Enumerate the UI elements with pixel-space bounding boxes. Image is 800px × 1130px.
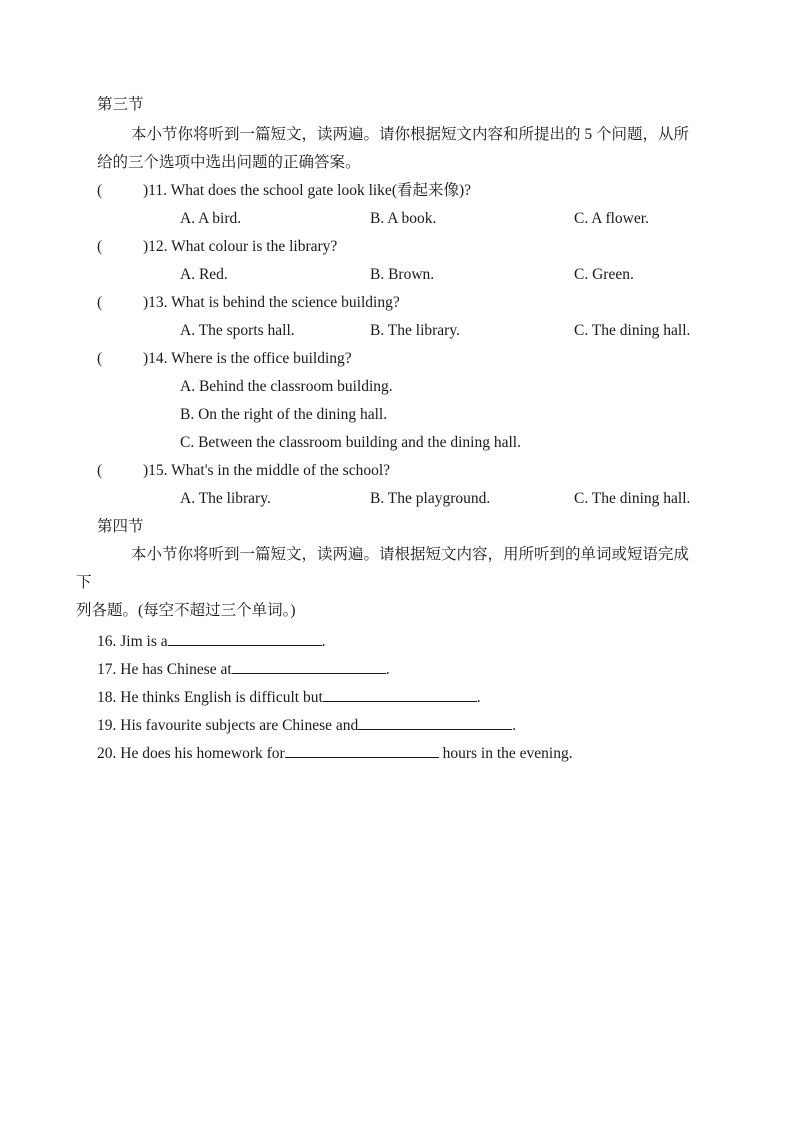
question-12: ( )12. What colour is the library? (97, 238, 338, 255)
option-14a: A. Behind the classroom building. (180, 378, 393, 395)
option-13b: B. The library. (370, 322, 460, 339)
answer-blank[interactable] (285, 742, 439, 758)
fill-item-20: 20. He does his homework for hours in the evening. (97, 742, 573, 764)
option-11b: B. A book. (370, 210, 437, 227)
option-12c: C. Green. (574, 266, 634, 283)
fill-item-16: 16. Jim is a . (97, 630, 326, 652)
section4-intro-line1: 本小节你将听到一篇短文，读两遍。请根据短文内容，用所听到的单词或短语完成 (131, 546, 690, 563)
question-14-text: 14. Where is the office building? (148, 350, 352, 367)
section3-title: 第三节 (97, 96, 144, 113)
option-15b: B. The playground. (370, 490, 491, 507)
option-11c: C. A flower. (574, 210, 649, 227)
answer-bracket[interactable]: ( (97, 238, 103, 255)
option-11a: A. A bird. (180, 210, 242, 227)
answer-blank[interactable] (358, 714, 512, 730)
section3-intro-line2: 给的三个选项中选出问题的正确答案。 (97, 154, 361, 171)
answer-blank[interactable] (323, 686, 477, 702)
question-15-text: 15. What's in the middle of the school? (148, 462, 391, 479)
option-13a: A. The sports hall. (180, 322, 295, 339)
option-15a: A. The library. (180, 490, 271, 507)
answer-blank[interactable] (168, 630, 322, 646)
fill-item-19: 19. His favourite subjects are Chinese and . (97, 714, 516, 736)
option-12b: B. Brown. (370, 266, 435, 283)
section4-intro-line2: 下 (76, 574, 92, 591)
section3-intro-line1: 本小节你将听到一篇短文，读两遍。请你根据短文内容和所提出的 5 个问题，从所 (131, 126, 690, 143)
question-12-text: 12. What colour is the library? (148, 238, 338, 255)
question-11: ( )11. What does the school gate look like(看起来像)? (97, 182, 472, 199)
fill-item-17: 17. He has Chinese at . (97, 658, 390, 680)
fill-item-18: 18. He thinks English is difficult but . (97, 686, 481, 708)
question-11-text: 11. What does the school gate look like(看起来像)? (148, 182, 472, 199)
answer-blank[interactable] (232, 658, 386, 674)
answer-bracket[interactable]: ( (97, 462, 103, 479)
question-15: ( )15. What's in the middle of the school? (97, 462, 391, 479)
section4-intro-line3: 列各题。(每空不超过三个单词。) (76, 602, 296, 619)
option-12a: A. Red. (180, 266, 228, 283)
section4-title: 第四节 (97, 518, 144, 535)
question-13: ( )13. What is behind the science building? (97, 294, 400, 311)
option-15c: C. The dining hall. (574, 490, 691, 507)
answer-bracket[interactable]: ( (97, 182, 103, 199)
answer-bracket[interactable]: ( (97, 294, 103, 311)
question-14: ( )14. Where is the office building? (97, 350, 352, 367)
option-13c: C. The dining hall. (574, 322, 691, 339)
answer-bracket[interactable]: ( (97, 350, 103, 367)
option-14c: C. Between the classroom building and the dining hall. (180, 434, 521, 451)
question-13-text: 13. What is behind the science building? (148, 294, 400, 311)
option-14b: B. On the right of the dining hall. (180, 406, 388, 423)
